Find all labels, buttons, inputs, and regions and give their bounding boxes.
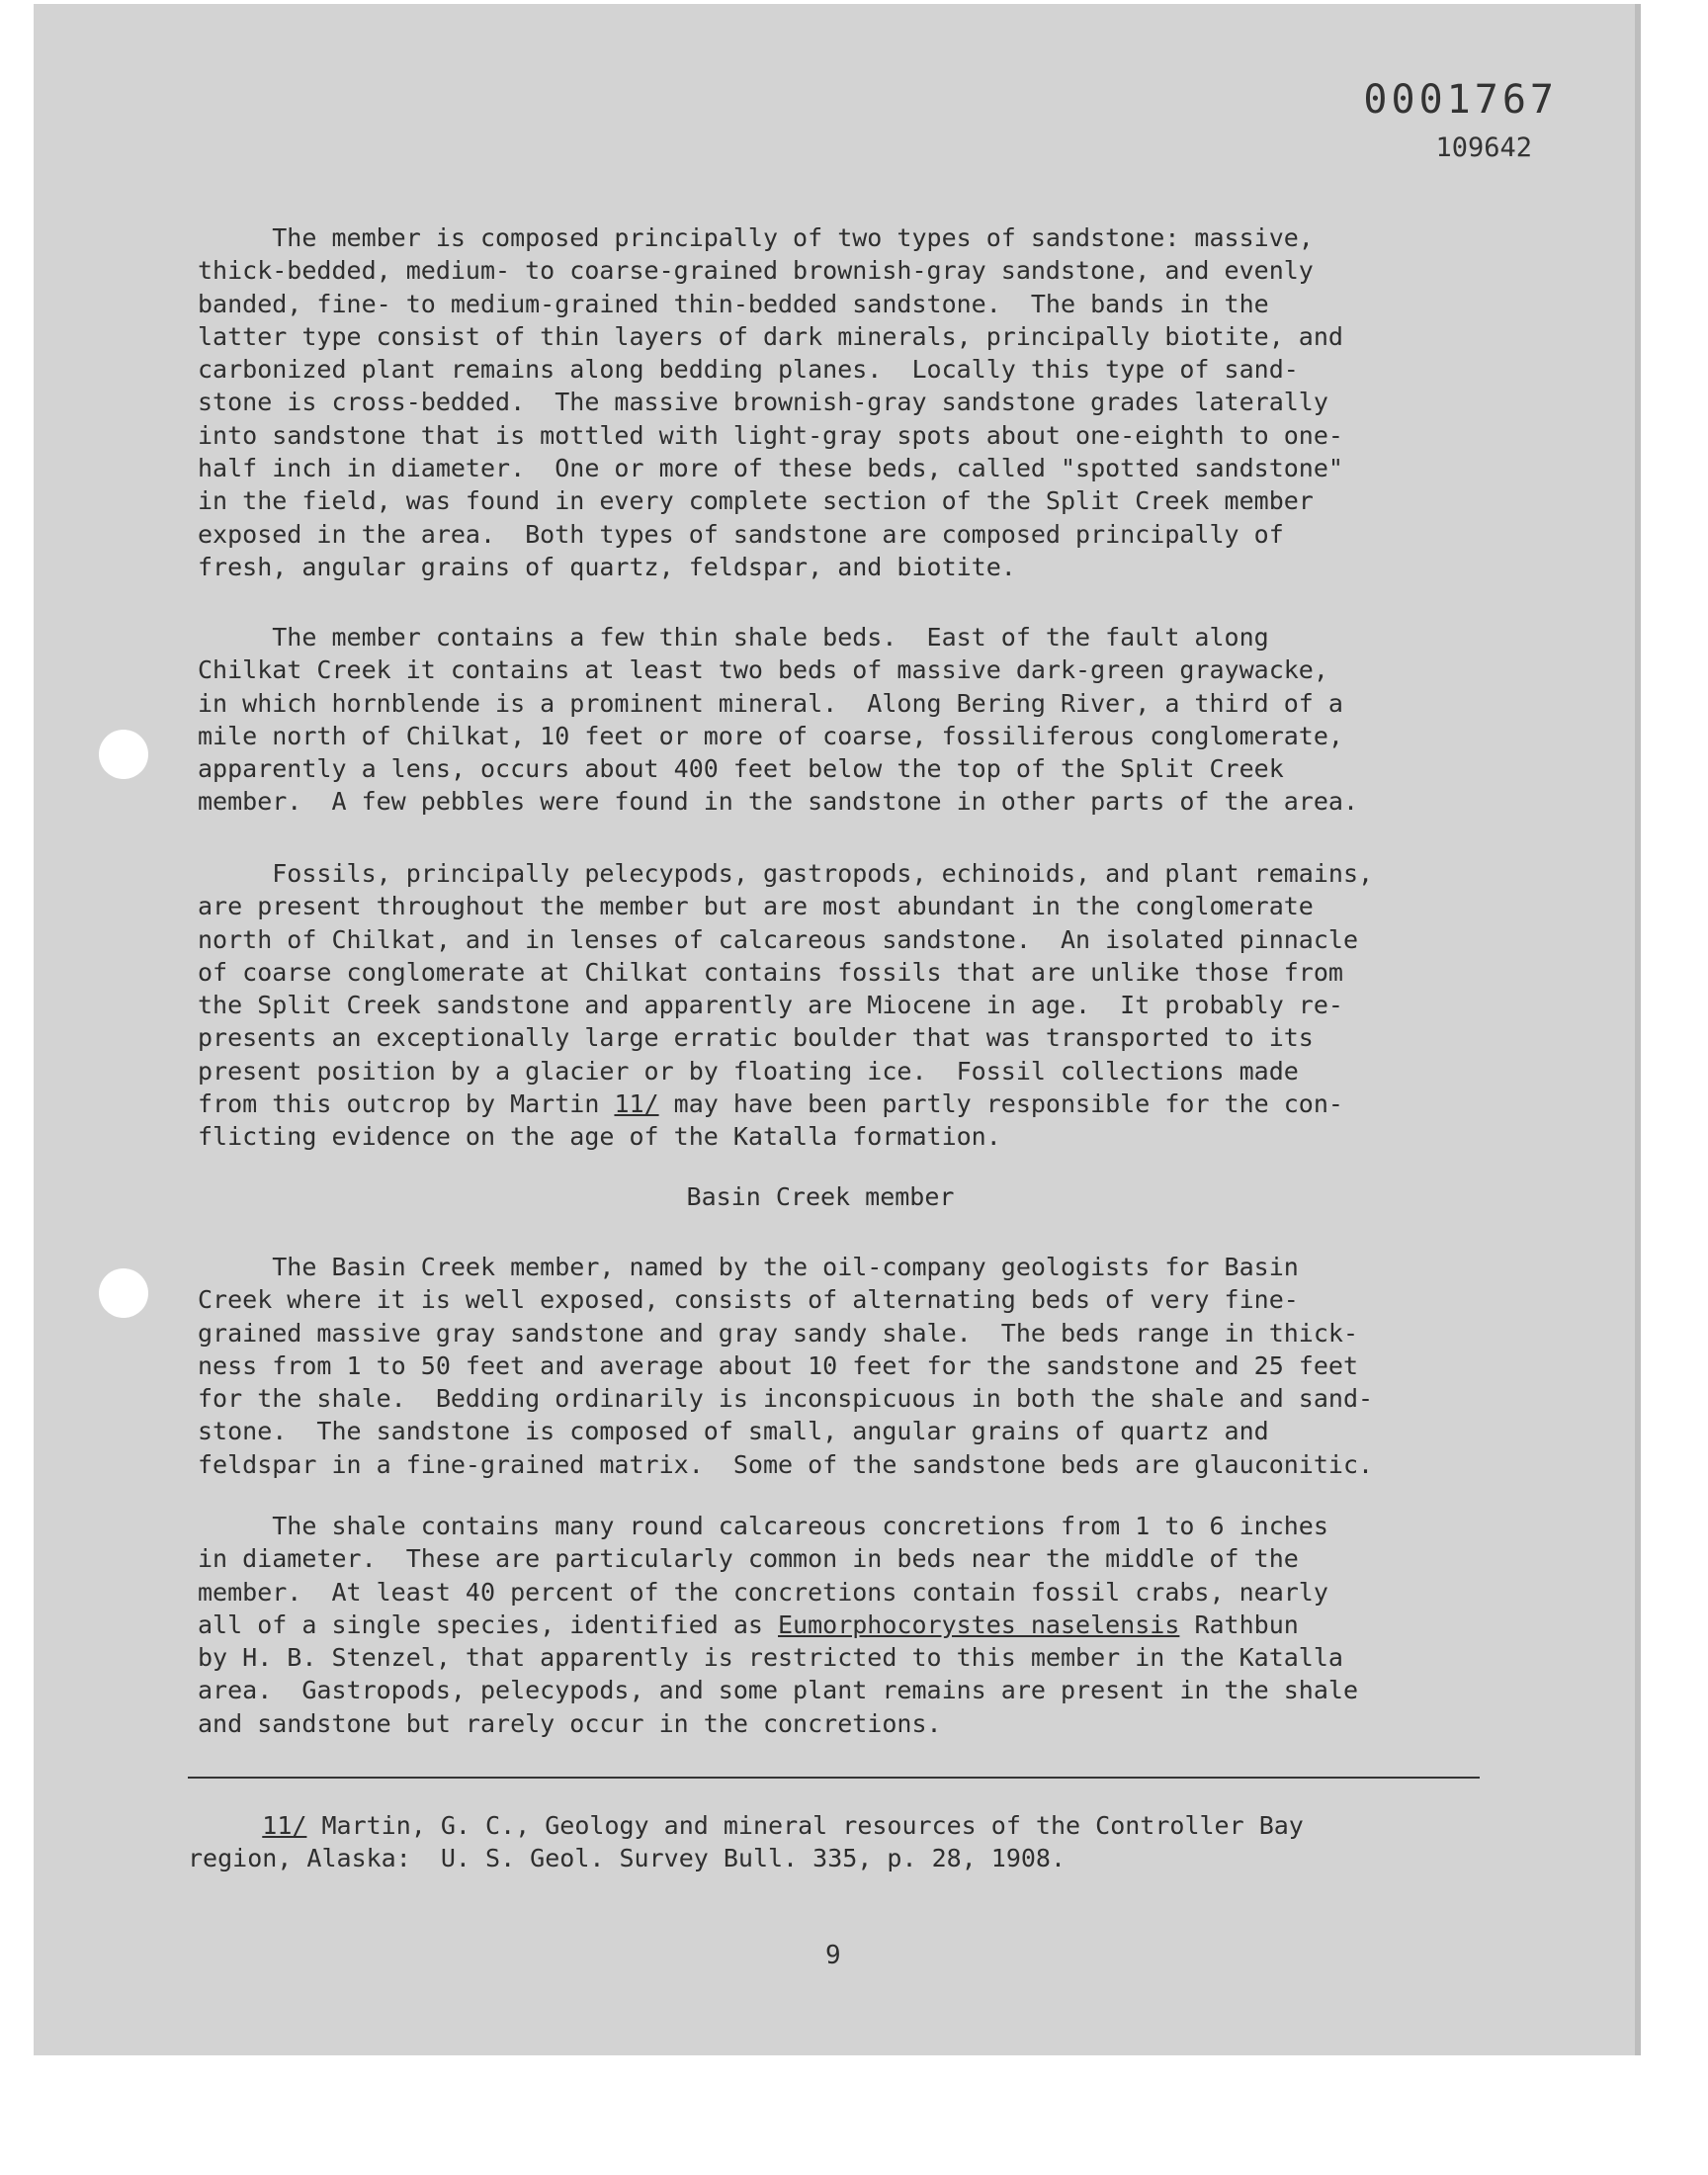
text-segment: may have been partly responsible for the con- (658, 1089, 1343, 1119)
text-line: banded, fine- to medium-grained thin-bedded sandstone. The bands in the (198, 289, 1269, 318)
document-number: 109642 (1435, 132, 1532, 163)
text-line: stone is cross-bedded. The massive brownish-gray sandstone grades laterally (198, 388, 1328, 417)
text-line: apparently a lens, occurs about 400 feet below the top of the Split Creek (198, 754, 1284, 784)
text-line: north of Chilkat, and in lenses of calcareous sandstone. An isolated pinnacle (198, 924, 1358, 954)
text-line: Creek where it is well exposed, consists of alternating beds of very fine- (198, 1285, 1299, 1315)
text-segment: Martin, G. C., Geology and mineral resources of the Controller Bay (306, 1811, 1304, 1840)
text-line: The member contains a few thin shale beds. East of the fault along (198, 623, 1269, 652)
scan-margin (0, 2055, 1708, 2175)
text-line: Chilkat Creek it contains at least two beds of massive dark-green graywacke, (198, 655, 1328, 685)
text-line: area. Gastropods, pelecypods, and some plant remains are present in the shale (198, 1676, 1358, 1705)
text-line: for the shale. Bedding ordinarily is inconspicuous in both the shale and sand- (198, 1384, 1374, 1414)
text-line: The member is composed principally of two types of sandstone: massive, (198, 223, 1314, 252)
text-line: flicting evidence on the age of the Katalla formation. (198, 1122, 1001, 1152)
paragraph-concretions (198, 1510, 1483, 1740)
text-line: by H. B. Stenzel, that apparently is restricted to this member in the Katalla (198, 1643, 1343, 1673)
text-line: are present throughout the member but are most abundant in the conglomerate (198, 892, 1314, 921)
text-line: exposed in the area. Both types of sandstone are composed principally of (198, 519, 1284, 549)
text-line: half inch in diameter. One or more of these beds, called "spotted sandstone" (198, 454, 1343, 483)
text-line: presents an exceptionally large erratic boulder that was transported to its (198, 1023, 1314, 1053)
text-line: member. At least 40 percent of the concretions contain fossil crabs, nearly (198, 1577, 1328, 1607)
text-line-with-footnote (198, 1088, 1483, 1120)
document-id-stamp: 0001767 (1363, 77, 1558, 123)
text-line: stone. The sandstone is composed of small, angular grains of quartz and (198, 1417, 1269, 1446)
footnote-reference: 11/ (614, 1089, 659, 1119)
footnote-marker: 11/ (262, 1811, 307, 1840)
text-line: mile north of Chilkat, 10 feet or more of coarse, fossiliferous conglomerate, (198, 721, 1343, 750)
punch-hole-bottom (99, 1268, 148, 1318)
text-segment: Rathbun (1179, 1610, 1299, 1639)
footnote-divider (188, 1777, 1480, 1779)
text-line: of coarse conglomerate at Chilkat contains fossils that are unlike those from (198, 957, 1343, 987)
text-line: in the field, was found in every complete section of the Split Creek member (198, 486, 1314, 516)
text-line: member. A few pebbles were found in the sandstone in other parts of the area. (198, 787, 1358, 817)
page-number: 9 (825, 1941, 841, 1970)
text-line: into sandstone that is mottled with light-gray spots about one-eighth to one- (198, 420, 1343, 450)
text-segment: all of a single species, identified as (198, 1610, 778, 1639)
text-line: in diameter. These are particularly common in beds near the middle of the (198, 1544, 1299, 1574)
paragraph-sandstone-types (198, 221, 1483, 583)
text-line: latter type consist of thin layers of dark minerals, principally biotite, and (198, 321, 1343, 351)
text-line: The Basin Creek member, named by the oil-company geologists for Basin (198, 1253, 1299, 1281)
text-line: Fossils, principally pelecypods, gastropods, echinoids, and plant remains, (198, 859, 1374, 888)
paragraph-basin-creek (198, 1251, 1483, 1481)
text-line-with-species (198, 1609, 1483, 1641)
text-line: in which hornblende is a prominent mineral. Along Bering River, a third of a (198, 688, 1343, 718)
footnote-line: region, Alaska: U. S. Geol. Survey Bull. 335, p. 28, 1908. (188, 1844, 1067, 1873)
text-line: the Split Creek sandstone and apparently are Miocene in age. It probably re- (198, 991, 1343, 1020)
text-line: ness from 1 to 50 feet and average about 10 feet for the sandstone and 25 feet (198, 1350, 1358, 1380)
text-line: thick-bedded, medium- to coarse-grained brownish-gray sandstone, and evenly (198, 256, 1314, 286)
footnote-line (188, 1809, 1473, 1842)
text-line: carbonized plant remains along bedding planes. Locally this type of sand- (198, 355, 1299, 385)
text-line: present position by a glacier or by floating ice. Fossil collections made (198, 1056, 1299, 1086)
text-line: fresh, angular grains of quartz, feldspar, and biotite. (198, 552, 1016, 581)
species-name: Eumorphocorystes naselensis (778, 1610, 1180, 1639)
text-segment: from this outcrop by Martin (198, 1089, 615, 1119)
section-heading: Basin Creek member (686, 1182, 955, 1211)
punch-hole-top (99, 730, 148, 779)
text-line: grained massive gray sandstone and gray sandy shale. The beds range in thick- (198, 1318, 1358, 1348)
paragraph-shale-beds (198, 621, 1483, 819)
paragraph-fossils (198, 857, 1483, 1154)
text-line: and sandstone but rarely occur in the concretions. (198, 1708, 942, 1738)
footnote (188, 1809, 1473, 1875)
text-line: The shale contains many round calcareous concretions from 1 to 6 inches (198, 1512, 1328, 1540)
text-line: feldspar in a fine-grained matrix. Some of the sandstone beds are glauconitic. (198, 1449, 1374, 1479)
